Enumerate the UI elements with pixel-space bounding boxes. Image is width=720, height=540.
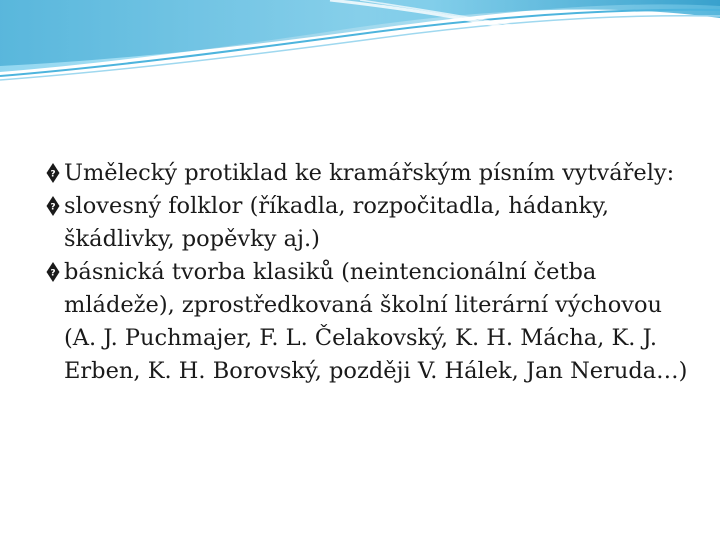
svg-text:?: ? — [50, 268, 56, 279]
bullet-text-3: básnická tvorba klasiků (neintencionální četba mládeže), zprostředkovaná školní literární výchovou (A. J. Puchmajer, F. L. Čelakovský, K. H. Mácha, K. J. Erben, K. H. Borovský, později V. Hálek, Jan Neruda…) — [64, 259, 688, 384]
bullet-item-2 — [46, 190, 696, 256]
bullet-list — [46, 157, 696, 388]
svg-text:?: ? — [50, 202, 56, 213]
replacement-glyph-icon — [46, 195, 60, 217]
replacement-glyph-icon — [46, 261, 60, 283]
svg-text:?: ? — [50, 169, 56, 180]
replacement-glyph-icon — [46, 162, 60, 184]
bullet-text-1: Umělecký protiklad ke kramářským písním vytvářely: — [64, 160, 675, 186]
wave-banner-decoration — [0, 0, 720, 90]
bullet-item-1 — [46, 157, 696, 190]
bullet-item-3 — [46, 256, 696, 388]
bullet-text-2: slovesný folklor (říkadla, rozpočitadla, hádanky, škádlivky, popěvky aj.) — [64, 193, 610, 252]
